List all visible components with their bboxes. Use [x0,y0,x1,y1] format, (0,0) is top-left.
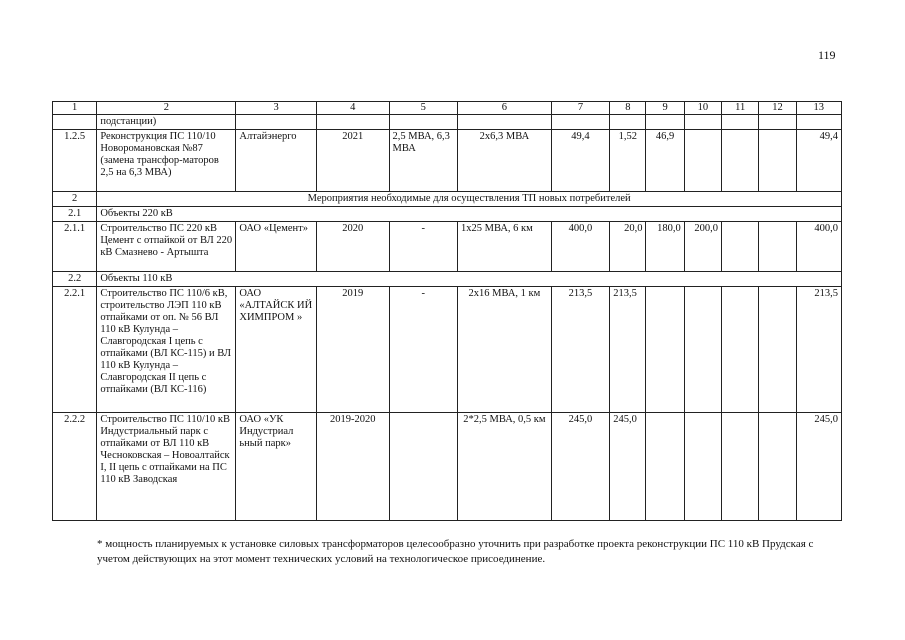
row-number: 2.1.1 [53,222,97,272]
power: - [389,287,458,413]
value-col13: 245,0 [796,413,841,521]
table-row [53,130,842,192]
column-header: 8 [610,102,646,115]
power: - [389,222,458,272]
year: 2019-2020 [316,413,389,521]
power: 2,5 МВА, 6,3 МВА [389,130,458,192]
parameters: 2х6,3 МВА [458,130,552,192]
value-col12 [759,287,796,413]
column-header: 12 [759,102,796,115]
value-col8: 213,5 [610,287,646,413]
table-row [53,413,842,521]
column-header: 2 [97,102,236,115]
row-number: 2.2.2 [53,413,97,521]
table-row [53,287,842,413]
value-col13: 213,5 [796,287,841,413]
project-name: Строительство ПС 110/6 кВ, строительство ЛЭП 110 кВ отпайками от оп. № 56 ВЛ 110 кВ Кулунда – Славгородская I цепь с отпайками (ВЛ КС-115) и ВЛ 110 кВ Кулунда – Славгородская II цепь с отпайками (ВЛ КС-116) [97,287,236,413]
footnote: * мощность планируемых к установке силовых трансформаторов целесообразно уточнить при разработке проекта реконструкции ПС 110 кВ Прудская с учетом действующих на этот момент технических условий на технологическое присоединение. [97,538,814,565]
column-header: 9 [646,102,684,115]
organization: ОАО «УК Индустриал ьный парк» [236,413,317,521]
year: 2021 [316,130,389,192]
value-col8: 245,0 [610,413,646,521]
value-col10: 200,0 [684,222,721,272]
section-row [53,192,842,207]
column-number-row [53,102,842,115]
value-col10 [684,287,721,413]
column-header: 7 [551,102,609,115]
column-header: 4 [316,102,389,115]
organization: ОАО «Цемент» [236,222,317,272]
project-name: Реконструкция ПС 110/10 Новоромановская №87 (замена трансфор-маторов 2,5 на 6,3 МВА) [97,130,236,192]
value-col11 [722,413,759,521]
value-col7: 400,0 [551,222,609,272]
value-col9: 180,0 [646,222,684,272]
value-col8: 1,52 [610,130,646,192]
investment-table [52,101,842,521]
value-col8: 20,0 [610,222,646,272]
value-col12 [759,130,796,192]
column-header: 3 [236,102,317,115]
organization: ОАО «АЛТАЙСК ИЙ ХИМПРОМ » [236,287,317,413]
year: 2020 [316,222,389,272]
row-number: 1.2.5 [53,130,97,192]
value-col13: 49,4 [796,130,841,192]
parameters: 1х25 МВА, 6 км [458,222,552,272]
column-header: 1 [53,102,97,115]
continuation-row [53,115,842,130]
subsection-row [53,272,842,287]
table-row [53,222,842,272]
value-col7: 245,0 [551,413,609,521]
value-col9 [646,287,684,413]
subsection-title: Объекты 110 кВ [97,272,842,287]
project-name: Строительство ПС 110/10 кВ Индустриальный парк с отпайками от ВЛ 110 кВ Чесноковская – Новоалтайск I, II цепь с отпайками на ПС 110 кВ Заводская [97,413,236,521]
continuation-text: подстанции) [97,115,236,130]
column-header: 10 [684,102,721,115]
section-title: Мероприятия необходимые для осуществления ТП новых потребителей [97,192,842,207]
parameters: 2х16 МВА, 1 км [458,287,552,413]
value-col12 [759,222,796,272]
power [389,413,458,521]
value-col9: 46,9 [646,130,684,192]
value-col7: 49,4 [551,130,609,192]
organization: Алтайэнерго [236,130,317,192]
column-header: 5 [389,102,458,115]
page-number: 119 [818,48,836,62]
value-col7: 213,5 [551,287,609,413]
row-number: 2.2.1 [53,287,97,413]
subsection-row [53,207,842,222]
value-col10 [684,413,721,521]
subsection-number: 2.2 [53,272,97,287]
value-col13: 400,0 [796,222,841,272]
value-col10 [684,130,721,192]
column-header: 11 [722,102,759,115]
year: 2019 [316,287,389,413]
value-col11 [722,287,759,413]
column-header: 6 [458,102,552,115]
value-col11 [722,222,759,272]
subsection-number: 2.1 [53,207,97,222]
value-col9 [646,413,684,521]
column-header: 13 [796,102,841,115]
project-name: Строительство ПС 220 кВ Цемент с отпайкой от ВЛ 220 кВ Смазнево - Артышта [97,222,236,272]
parameters: 2*2,5 МВА, 0,5 км [458,413,552,521]
section-number: 2 [53,192,97,207]
subsection-title: Объекты 220 кВ [97,207,842,222]
value-col11 [722,130,759,192]
value-col12 [759,413,796,521]
